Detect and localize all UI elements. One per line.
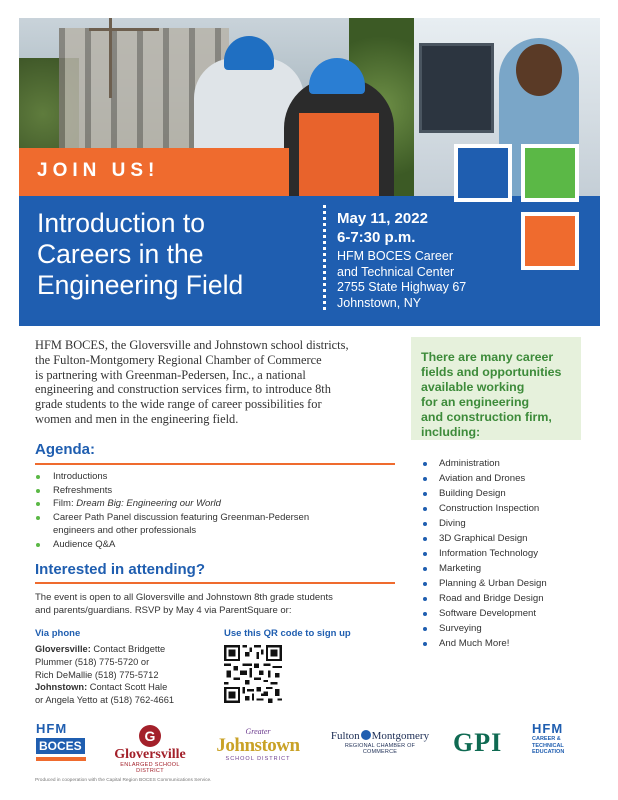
event-time: 6-7:30 p.m. <box>337 229 416 246</box>
list-item: Film: Dream Big: Engineering our World <box>35 497 405 511</box>
list-item: And Much More! <box>421 636 547 651</box>
fulton-montgomery-chamber-logo: Fulton Montgomery REGIONAL CHAMBER OF COMMERCE <box>330 730 430 755</box>
rsvp-text: The event is open to all Gloversville and Johnstown 8th grade students and parents/guardians. RSVP by May 4 via ParentSquare or: <box>35 592 333 616</box>
footer-credit: Produced in cooperation with the Capital Region BOCES Communications Service. <box>35 778 212 783</box>
hfm-cte-logo: HFM CAREER & TECHNICAL EDUCATION <box>532 721 565 755</box>
list-item: Software Development <box>421 606 547 621</box>
johnstown-logo: Greater Johnstown SCHOOL DISTRICT <box>216 727 300 762</box>
list-item: Planning & Urban Design <box>421 576 547 591</box>
interested-heading: Interested in attending? <box>35 561 206 578</box>
event-title: Introduction to Careers in the Engineering Field <box>37 208 244 300</box>
list-item: Surveying <box>421 621 547 636</box>
event-location: HFM BOCES Career and Technical Center 2755 State Highway 67 Johnstown, NY <box>337 249 467 310</box>
list-item: 3D Graphical Design <box>421 531 547 546</box>
orange-square <box>521 212 579 270</box>
agenda-rule <box>35 463 395 465</box>
interested-rule <box>35 582 395 584</box>
event-date: May 11, 2022 <box>337 210 428 227</box>
list-item: Refreshments <box>35 484 405 498</box>
qr-heading: Use this QR code to sign up <box>224 628 351 639</box>
list-item: Audience Q&A <box>35 538 405 552</box>
list-item: Diving <box>421 516 547 531</box>
phone-contacts: Gloversville: Contact Bridgette Plummer (518) 775-5720 or Rich DeMallie (518) 775-5712 Johnstown: Contact Scott Hale or Angela Yetto at (518) 762-4661 <box>35 644 175 706</box>
blue-square <box>454 144 512 202</box>
agenda-list <box>35 470 405 551</box>
list-item: Aviation and Drones <box>421 471 547 486</box>
careers-list <box>421 456 547 651</box>
hfm-boces-logo: HFM BOCES <box>36 722 90 764</box>
gloversville-logo: G Gloversville ENLARGED SCHOOL DISTRICT <box>110 725 190 774</box>
intro-paragraph: HFM BOCES, the Gloversville and Johnstown school districts, the Fulton-Montgomery Regional Chamber of Commerce is partnering with Greenman-Pedersen, Inc., a national engineering and construction services firm, to introduce 8th grade students to the wide range of career possibilities for women and men in the engineering field. <box>35 338 349 426</box>
list-item: Building Design <box>421 486 547 501</box>
gpi-logo: GPI <box>453 728 503 757</box>
list-item: Administration <box>421 456 547 471</box>
qr-code[interactable] <box>224 645 282 703</box>
list-item: Road and Bridge Design <box>421 591 547 606</box>
dotted-divider <box>323 205 326 310</box>
careers-heading: There are many career fields and opportunities available working for an engineering and construction firm, including: <box>421 350 562 439</box>
list-item: Information Technology <box>421 546 547 561</box>
agenda-heading: Agenda: <box>35 441 95 458</box>
via-phone-heading: Via phone <box>35 628 81 639</box>
join-us-text: JOIN US! <box>37 160 160 181</box>
list-item: Marketing <box>421 561 547 576</box>
list-item: Introductions <box>35 470 405 484</box>
green-square <box>521 144 579 202</box>
list-item: Career Path Panel discussion featuring Greenman-Pedersen engineers and other professionals <box>35 511 405 538</box>
list-item: Construction Inspection <box>421 501 547 516</box>
